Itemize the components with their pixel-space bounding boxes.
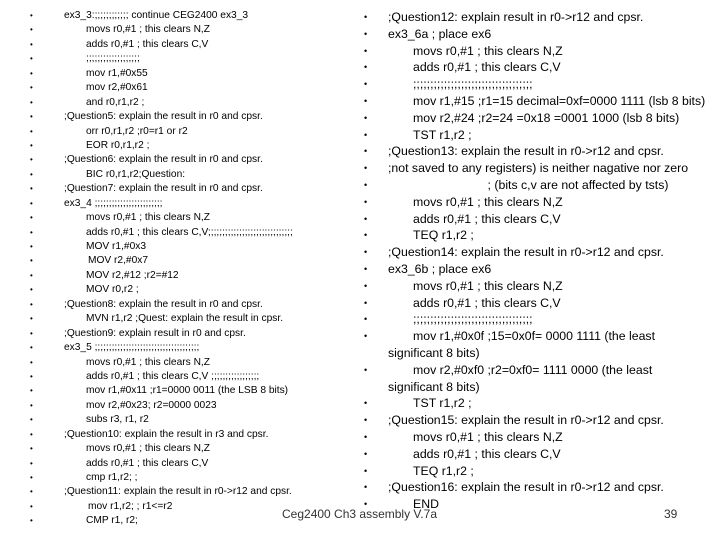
- code-text: ex3_3:;;;;;;;;;;;; continue CEG2400 ex3_3: [64, 10, 249, 21]
- bullet-icon: •: [30, 299, 33, 309]
- bullet-icon: •: [30, 516, 33, 526]
- bullet-icon: •: [30, 501, 33, 511]
- code-text: movs r0,#1 ; this clears N,Z: [413, 194, 563, 209]
- code-text: movs r0,#1 ; this clears N,Z: [86, 443, 210, 455]
- code-text: BIC r0,r1,r2;Question:: [86, 168, 186, 180]
- right-line: [356, 463, 720, 480]
- bullet-icon: •: [30, 227, 33, 237]
- bullet-icon: •: [364, 12, 368, 22]
- bullet-icon: •: [30, 155, 33, 165]
- right-line: [356, 345, 720, 362]
- left-line: [0, 23, 352, 37]
- right-line: [356, 328, 720, 345]
- code-text: mov r1,#0x11 ;r1=0000 0011 (the LSB 8 bits): [86, 385, 289, 397]
- bullet-icon: •: [30, 444, 33, 454]
- bullet-icon: •: [30, 256, 33, 266]
- left-line: [0, 125, 352, 139]
- bullet-icon: •: [30, 97, 33, 107]
- code-text: ;Question16: explain the result in r0->r12 and cpsr.: [388, 480, 664, 495]
- left-line: [0, 485, 352, 499]
- right-line: [356, 227, 720, 244]
- right-line: [356, 412, 720, 429]
- left-line: [0, 298, 352, 312]
- code-text: TEQ r1,r2 ;: [413, 463, 474, 478]
- code-text: adds r0,#1 ; this clears C,V: [86, 457, 209, 469]
- left-line: [0, 341, 352, 355]
- code-text: ex3_4 ;;;;;;;;;;;;;;;;;;;;;;;;: [64, 197, 163, 209]
- bullet-icon: •: [364, 230, 368, 241]
- left-line: [0, 384, 352, 398]
- code-text: ;Question15: explain the result in r0->r12 and cpsr.: [388, 413, 664, 428]
- left-line: [0, 38, 352, 52]
- code-text: ;Question8: explain the result in r0 and cpsr.: [64, 298, 263, 310]
- bullet-icon: •: [364, 448, 368, 459]
- code-text: subs r3, r1, r2: [86, 414, 149, 426]
- bullet-icon: •: [364, 247, 368, 258]
- left-line: [0, 110, 352, 124]
- left-line: [0, 182, 352, 196]
- code-text: ;Question6: explain the result in r0 and cpsr.: [64, 154, 263, 166]
- bullet-icon: •: [30, 112, 33, 122]
- code-text: mov r1,#0x0f ;15=0x0f= 0000 1111 (the least: [413, 329, 655, 344]
- left-line: [0, 413, 352, 427]
- bullet-icon: •: [364, 95, 368, 106]
- code-text: ;;;;;;;;;;;;;;;;;;;: [86, 53, 140, 65]
- left-line: [0, 240, 352, 254]
- code-text: adds r0,#1 ; this clears C,V ;;;;;;;;;;;;;;;;;: [86, 370, 260, 382]
- bullet-icon: •: [364, 263, 368, 274]
- code-text: movs r0,#1 ; this clears N,Z: [413, 278, 563, 293]
- right-line: [356, 379, 720, 396]
- bullet-icon: •: [30, 270, 33, 280]
- code-text: CMP r1, r2;: [86, 515, 138, 527]
- code-text: cmp r1,r2; ;: [86, 472, 138, 483]
- code-text: ;Question14: explain the result in r0->r12 and cpsr.: [388, 245, 664, 260]
- code-text: mov r1,#15 ;r1=15 decimal=0xf=0000 1111 (lsb 8 bits): [413, 93, 706, 108]
- right-line: [356, 211, 720, 228]
- left-line: [0, 356, 352, 370]
- code-text: MVN r1,r2 ;Quest: explain the result in cpsr.: [86, 313, 284, 325]
- right-line: [356, 110, 720, 127]
- code-text: MOV r2,#12 ;r2=#12: [86, 269, 179, 281]
- bullet-icon: •: [30, 357, 33, 367]
- code-text: MOV r2,#0x7: [88, 255, 149, 267]
- bullet-icon: •: [364, 79, 368, 90]
- code-text: TEQ r1,r2 ;: [413, 228, 474, 243]
- code-text: mov r1,r2; ; r1<=r2: [88, 500, 173, 512]
- right-line: [356, 479, 720, 496]
- right-line: [356, 143, 720, 160]
- left-line: [0, 442, 352, 456]
- bullet-icon: •: [30, 242, 33, 251]
- right-line: [356, 76, 720, 93]
- right-line: [356, 278, 720, 295]
- code-text: movs r0,#1 ; this clears N,Z: [86, 212, 210, 224]
- right-code-column: [356, 9, 720, 513]
- bullet-icon: •: [364, 179, 368, 190]
- bullet-icon: •: [30, 473, 33, 482]
- code-text: adds r0,#1 ; this clears C,V: [86, 38, 209, 50]
- bullet-icon: •: [30, 213, 33, 223]
- code-text: mov r2,#0x61: [86, 82, 148, 94]
- left-line: [0, 254, 352, 268]
- left-line: [0, 428, 352, 442]
- code-text: adds r0,#1 ; this clears C,V: [413, 446, 561, 461]
- bullet-icon: •: [364, 129, 368, 140]
- bullet-icon: •: [364, 196, 368, 207]
- code-text: adds r0,#1 ; this clears C,V;;;;;;;;;;;;;;;;;;;;;;;;;;;;;;: [86, 226, 293, 238]
- bullet-icon: •: [364, 213, 368, 224]
- left-code-column: [0, 9, 352, 529]
- bullet-icon: •: [364, 62, 368, 73]
- right-line: [356, 194, 720, 211]
- bullet-icon: •: [364, 163, 368, 174]
- right-line: [356, 362, 720, 379]
- bullet-icon: •: [30, 126, 33, 136]
- right-line: [356, 395, 720, 412]
- bullet-icon: •: [364, 28, 368, 39]
- code-text: TST r1,r2 ;: [413, 127, 472, 142]
- left-line: [0, 211, 352, 225]
- left-line: [0, 153, 352, 167]
- code-text: MOV r1,#0x3: [86, 241, 147, 252]
- bullet-icon: •: [364, 398, 368, 409]
- bullet-icon: •: [30, 285, 33, 295]
- code-text: ex3_6a ; place ex6: [388, 26, 492, 41]
- bullet-icon: •: [364, 146, 368, 157]
- right-line: [356, 160, 720, 177]
- code-text: adds r0,#1 ; this clears C,V: [413, 211, 561, 226]
- code-text: and r0,r1,r2 ;: [86, 96, 145, 108]
- bullet-icon: •: [30, 328, 33, 338]
- left-line: [0, 370, 352, 384]
- left-line: [0, 399, 352, 413]
- code-text: ;Question12: explain result in r0->r12 and cpsr.: [388, 10, 644, 24]
- code-text: significant 8 bits): [388, 379, 480, 394]
- code-text: mov r2,#0xf0 ;r2=0xf0= 1111 0000 (the least: [413, 362, 653, 377]
- left-line: [0, 283, 352, 297]
- left-line: [0, 52, 352, 66]
- bullet-icon: •: [364, 465, 368, 476]
- bullet-icon: •: [364, 331, 368, 342]
- bullet-icon: •: [364, 415, 368, 426]
- bullet-icon: •: [30, 39, 33, 49]
- right-line: [356, 244, 720, 261]
- code-text: ex3_6b ; place ex6: [388, 261, 492, 276]
- right-line: [356, 9, 720, 26]
- bullet-icon: •: [30, 314, 33, 324]
- code-text: mov r2,#0x23; r2=0000 0023: [86, 399, 217, 411]
- right-line: [356, 429, 720, 446]
- code-text: ;not saved to any registers) is neither nagative nor zero: [388, 161, 689, 176]
- bullet-icon: •: [364, 431, 368, 442]
- code-text: END: [413, 497, 439, 512]
- code-text: significant 8 bits): [388, 345, 480, 360]
- right-line: [356, 177, 720, 194]
- code-text: ; (bits c,v are not affected by tsts): [487, 177, 669, 192]
- left-line: [0, 96, 352, 110]
- bullet-icon: •: [364, 314, 368, 325]
- left-line: [0, 197, 352, 211]
- bullet-icon: •: [30, 54, 33, 64]
- code-text: adds r0,#1 ; this clears C,V: [413, 295, 561, 310]
- right-line: [356, 59, 720, 76]
- left-line: [0, 457, 352, 471]
- right-line: [356, 311, 720, 328]
- code-text: movs r0,#1 ; this clears N,Z: [86, 356, 210, 368]
- left-line: [0, 312, 352, 326]
- bullet-icon: •: [364, 482, 368, 493]
- right-line: [356, 43, 720, 60]
- bullet-icon: •: [30, 11, 33, 20]
- right-line: [356, 261, 720, 278]
- code-text: movs r0,#1 ; this clears N,Z: [86, 24, 210, 36]
- code-text: EOR r0,r1,r2 ;: [86, 139, 150, 151]
- code-text: ;Question5: explain the result in r0 and cpsr.: [64, 111, 263, 123]
- code-text: ;Question7: explain the result in r0 and cpsr.: [64, 183, 263, 195]
- left-line: [0, 139, 352, 153]
- code-text: ;;;;;;;;;;;;;;;;;;;;;;;;;;;;;;;;;;;: [413, 312, 533, 327]
- bullet-icon: •: [30, 169, 33, 179]
- bullet-icon: •: [364, 499, 368, 510]
- code-text: orr r0,r1,r2 ;r0=r1 or r2: [86, 125, 188, 137]
- code-text: movs r0,#1 ; this clears N,Z: [413, 43, 563, 58]
- code-text: ;Question11: explain the result in r0->r12 and cpsr.: [64, 486, 292, 498]
- code-text: ex3_5 ;;;;;;;;;;;;;;;;;;;;;;;;;;;;;;;;;;;;;: [64, 342, 200, 354]
- slide-footer: Ceg2400 Ch3 assembly V.7a: [282, 507, 437, 521]
- bullet-icon: •: [30, 386, 33, 396]
- left-line: [0, 168, 352, 182]
- code-text: mov r1,#0x55: [86, 67, 148, 79]
- bullet-icon: •: [30, 343, 33, 353]
- bullet-icon: •: [30, 68, 33, 78]
- bullet-icon: •: [30, 415, 33, 425]
- bullet-icon: •: [364, 364, 368, 375]
- bullet-icon: •: [30, 184, 33, 194]
- code-text: adds r0,#1 ; this clears C,V: [413, 60, 561, 75]
- bullet-icon: •: [364, 280, 368, 291]
- bullet-icon: •: [364, 112, 368, 123]
- code-text: ;Question10: explain the result in r3 and cpsr.: [64, 428, 269, 440]
- bullet-icon: •: [30, 487, 33, 497]
- bullet-icon: •: [30, 25, 33, 35]
- bullet-icon: •: [30, 83, 33, 93]
- right-line: [356, 295, 720, 312]
- bullet-icon: •: [30, 400, 33, 410]
- left-line: [0, 471, 352, 485]
- right-line: [356, 93, 720, 110]
- code-text: ;Question9: explain result in r0 and cpsr.: [64, 327, 246, 339]
- left-line: [0, 327, 352, 341]
- code-text: MOV r0,r2 ;: [86, 284, 139, 296]
- right-line: [356, 446, 720, 463]
- code-text: mov r2,#24 ;r2=24 =0x18 =0001 1000 (lsb 8 bits): [413, 110, 680, 125]
- code-text: ;Question13: explain the result in r0->r12 and cpsr.: [388, 144, 664, 159]
- right-line: [356, 127, 720, 144]
- left-line: [0, 9, 352, 23]
- left-line: [0, 81, 352, 95]
- code-text: TST r1,r2 ;: [413, 396, 472, 411]
- bullet-icon: •: [30, 198, 33, 208]
- right-line: [356, 26, 720, 43]
- left-line: [0, 269, 352, 283]
- bullet-icon: •: [364, 45, 368, 56]
- code-text: movs r0,#1 ; this clears N,Z: [413, 429, 563, 444]
- bullet-icon: •: [364, 297, 368, 308]
- bullet-icon: •: [30, 458, 33, 468]
- page-number: 39: [664, 507, 678, 521]
- code-text: ;;;;;;;;;;;;;;;;;;;;;;;;;;;;;;;;;;;: [413, 77, 533, 92]
- bullet-icon: •: [30, 140, 33, 150]
- bullet-icon: •: [30, 429, 33, 439]
- left-line: [0, 67, 352, 81]
- bullet-icon: •: [30, 371, 33, 381]
- left-line: [0, 226, 352, 240]
